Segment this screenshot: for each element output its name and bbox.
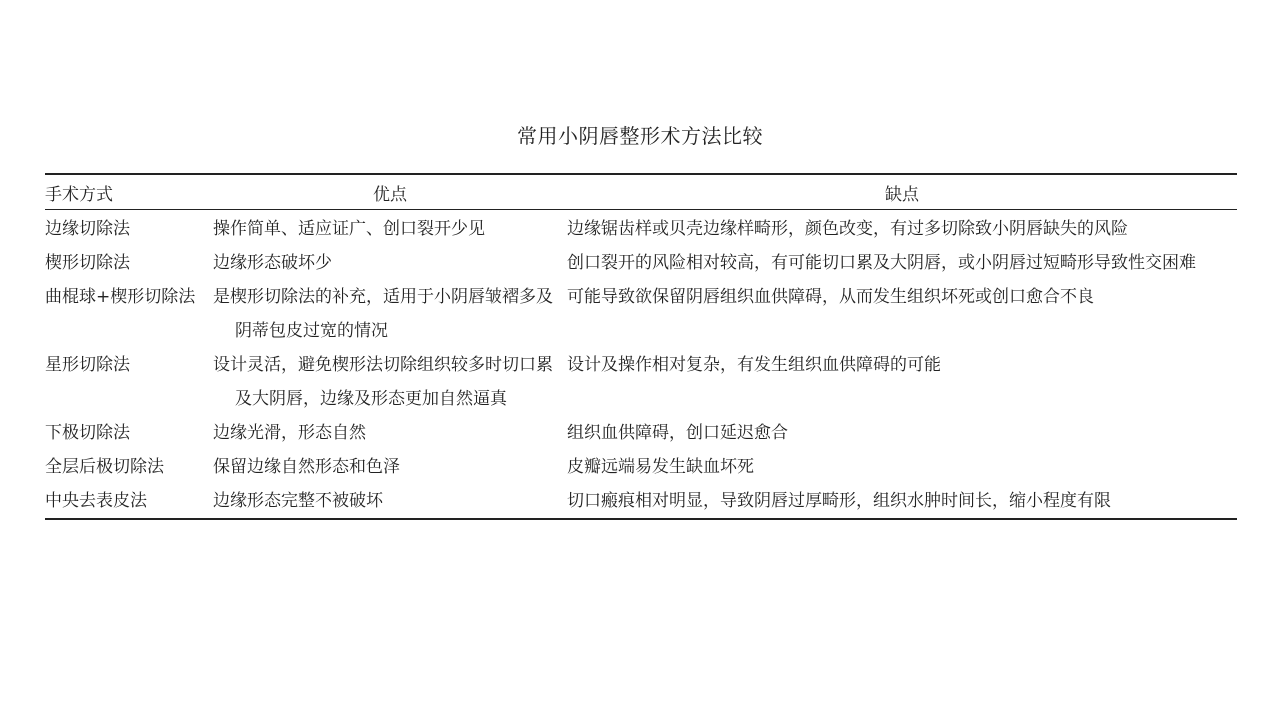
cons-cell: 创口裂开的风险相对较高，有可能切口累及大阴唇，或小阴唇过短畸形导致性交困难: [567, 253, 1196, 273]
method-cell: 边缘切除法: [45, 219, 130, 239]
table-row: [45, 246, 1237, 280]
method-cell: 中央去表皮法: [45, 491, 147, 511]
table-title: 常用小阴唇整形术方法比较: [517, 124, 763, 148]
method-cell: 曲棍球+楔形切除法: [45, 287, 196, 307]
method-cell: 全层后极切除法: [45, 457, 164, 477]
comparison-table: [45, 173, 1237, 520]
pros-cell: 边缘光滑，形态自然: [213, 423, 366, 443]
pros-cell: 操作简单、适应证广、创口裂开少见: [213, 219, 485, 239]
table-row: [45, 348, 1237, 416]
table-header-row: [45, 174, 1237, 210]
cons-cell: 边缘锯齿样或贝壳边缘样畸形，颜色改变，有过多切除致小阴唇缺失的风险: [567, 219, 1128, 239]
pros-cell: 保留边缘自然形态和色泽: [213, 457, 400, 477]
table-row: [45, 484, 1237, 519]
cons-cell: 可能导致欲保留阴唇组织血供障碍，从而发生组织坏死或创口愈合不良: [567, 287, 1094, 307]
header-method: 手术方式: [45, 184, 113, 205]
cons-cell: 切口瘢痕相对明显，导致阴唇过厚畸形，组织水肿时间长，缩小程度有限: [567, 491, 1111, 511]
pros-cell: 设计灵活，避免楔形法切除组织较多时切口累及大阴唇，边缘及形态更加自然逼真: [213, 355, 553, 409]
pros-cell: 边缘形态完整不被破坏: [213, 491, 383, 511]
method-cell: 星形切除法: [45, 355, 130, 375]
method-cell: 楔形切除法: [45, 253, 130, 273]
table-row: [45, 280, 1237, 348]
pros-cell: 是楔形切除法的补充，适用于小阴唇皱褶多及阴蒂包皮过宽的情况: [213, 287, 553, 341]
header-cons: 缺点: [885, 184, 919, 205]
table-row: [45, 210, 1237, 247]
header-pros: 优点: [373, 184, 407, 205]
pros-cell: 边缘形态破坏少: [213, 253, 332, 273]
table-row: [45, 450, 1237, 484]
method-cell: 下极切除法: [45, 423, 130, 443]
cons-cell: 皮瓣远端易发生缺血坏死: [567, 457, 754, 477]
cons-cell: 组织血供障碍，创口延迟愈合: [567, 423, 788, 443]
table-row: [45, 416, 1237, 450]
cons-cell: 设计及操作相对复杂，有发生组织血供障碍的可能: [567, 355, 941, 375]
